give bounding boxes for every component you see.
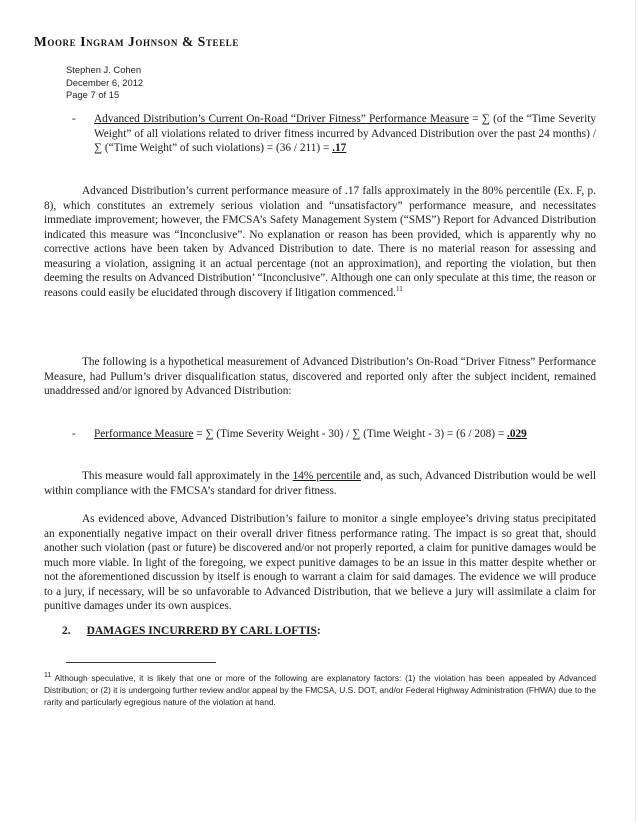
paragraph-punitive-damages: As evidenced above, Advanced Distribution’s failure to monitor a single employee’s driving status precipitated an exponentially negative impact on their overall driver fitness performance rating. The impact is so great that, should another such violation (past or future) be discovered and/or not properly reported, a claim for punitive damages would be much more viable. In light of the foregoing, we expect punitive damages to be an issue in this matter despite whether or not the aforementioned discussion by itself is enough to warrant a claim for said damages. The evidence we will produce to a jury, if necessary, will be so unfavorable to Advanced Distribution, that we believe a jury will assimilate a claim for punitive damages under its own auspices. xyxy=(44,513,596,612)
section-title-colon: : xyxy=(316,625,321,637)
section-heading-damages xyxy=(62,625,321,637)
bullet-dash: - xyxy=(72,113,76,125)
paragraph-hypothetical: The following is a hypothetical measurement of Advanced Distribution’s On-Road “Driver Fitness” Performance Measure, had Pullum’s driver disqualification status, discovered and reported only after the subject incident, remained unaddressed and/or ignored by Advanced Distribution: xyxy=(44,356,596,397)
footnote-separator xyxy=(66,662,216,663)
bullet-dash: - xyxy=(72,428,76,440)
author-name: Stephen J. Cohen xyxy=(66,64,142,75)
bullet-current-measure xyxy=(72,112,596,156)
letter-date: December 6, 2012 xyxy=(66,76,144,88)
percentile-value: 14% percentile xyxy=(292,470,361,482)
hypothetical-measure-result: .029 xyxy=(507,428,527,440)
firm-letterhead: Moore Ingram Johnson & Steele xyxy=(34,34,239,49)
section-number: 2. xyxy=(62,625,71,637)
hypothetical-measure-term: Performance Measure xyxy=(94,428,194,440)
footnote-reference: 11 xyxy=(395,284,403,293)
percentile-text-before: This measure would fall approximately in the xyxy=(82,470,293,482)
page-edge-shadow xyxy=(635,0,636,821)
bullet-hypothetical-measure xyxy=(72,427,596,442)
page-number: Page 7 of 15 xyxy=(66,89,120,101)
current-measure-formula: = ∑ (of the “Time Severity Weight” of all violations related to driver fitness incurred by Advanced Distribution over the past 24 months) / ∑ (“Time Weight” of such violations) = (36 / 211) = xyxy=(94,113,596,154)
hypothetical-measure-formula: = ∑ (Time Severity Weight - 30) / ∑ (Time Weight - 3) = (6 / 208) = xyxy=(193,428,508,440)
percentile-text-after: and, as such, Advanced Distribution would be well within compliance with the FMCSA’s standard for driver fitness. xyxy=(44,470,596,497)
current-measure-term: Advanced Distribution’s Current On-Road “Driver Fitness” Performance Measure xyxy=(94,113,469,125)
current-measure-result: .17 xyxy=(332,142,347,154)
footnote-text: Although speculative, it is likely that one or more of the following are explanatory factors: (1) the violation has been appealed by Advanced Distribution; or (2) it is undergoing further review and/or appeal by the FMCSA, U.S. DOT, and/or Federal Highway Administration (FHWA) due to the rarity and particularly egregious nature of the violation at hand. xyxy=(44,673,596,707)
footnote-11 xyxy=(44,672,596,708)
footnote-number: 11 xyxy=(44,672,52,680)
paragraph-current-measure xyxy=(44,184,596,300)
paragraph-percentile xyxy=(44,469,596,498)
paragraph-current-measure-text: Advanced Distribution’s current performance measure of .17 falls approximately in the 80% percentile (Ex. F, p. 8), which constitutes an extremely serious violation and “unsatisfactory” performance measure, and necessitates immediate improvement; however, the FMCSA’s Safety Management System (“SMS”) Report for Advanced Distribution indicated this measure was “Inconclusive”. No explanation or reason has been provided, which is apparently why no corrective actions have been taken by Advanced Distribution to date. There is no material reason for assessing and measuring a violation, assigning it an actual percentage (not an approximation), and reporting the violation, but then deeming the results on Advanced Distribution’ “Inconclusive”. Although one can only speculate at this time, the reason or reasons could easily be elucidated through discovery if litigation commenced. xyxy=(44,185,596,299)
page-header-meta xyxy=(66,64,143,102)
section-title: DAMAGES INCURRERD BY CARL LOFTIS xyxy=(86,625,317,637)
